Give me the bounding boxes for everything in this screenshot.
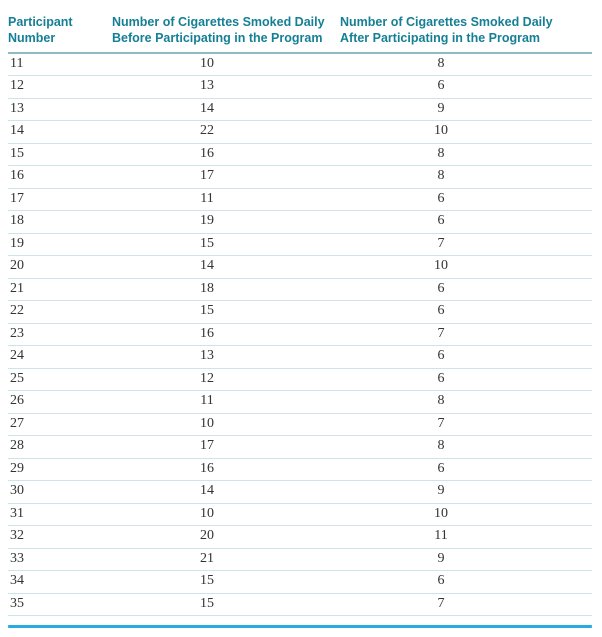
cigarettes-after-cell: 10 bbox=[340, 256, 592, 279]
table-row bbox=[8, 368, 592, 391]
cigarettes-before-cell: 16 bbox=[112, 458, 340, 481]
table-row bbox=[8, 526, 592, 549]
cigarettes-after-cell: 8 bbox=[340, 143, 592, 166]
cigarettes-after-cell: 9 bbox=[340, 548, 592, 571]
table-row bbox=[8, 301, 592, 324]
table-row bbox=[8, 571, 592, 594]
table-row bbox=[8, 121, 592, 144]
cigarettes-before-cell: 20 bbox=[112, 526, 340, 549]
cigarettes-before-cell: 13 bbox=[112, 76, 340, 99]
table-body bbox=[8, 53, 592, 616]
cigarettes-before-cell: 11 bbox=[112, 391, 340, 414]
participant-number-cell: 18 bbox=[8, 211, 112, 234]
participant-number-cell: 25 bbox=[8, 368, 112, 391]
cigarettes-before-cell: 10 bbox=[112, 503, 340, 526]
cigarettes-after-cell: 7 bbox=[340, 323, 592, 346]
cigarettes-before-cell: 19 bbox=[112, 211, 340, 234]
cigarettes-after-cell: 6 bbox=[340, 301, 592, 324]
participant-number-cell: 22 bbox=[8, 301, 112, 324]
table-row bbox=[8, 188, 592, 211]
participant-number-cell: 14 bbox=[8, 121, 112, 144]
header-line: After Participating in the Program bbox=[340, 31, 541, 45]
column-header-participant-number bbox=[8, 14, 112, 53]
cigarettes-after-cell: 6 bbox=[340, 278, 592, 301]
table-row bbox=[8, 256, 592, 279]
cigarettes-after-cell: 7 bbox=[340, 593, 592, 616]
table-row bbox=[8, 481, 592, 504]
participant-number-cell: 33 bbox=[8, 548, 112, 571]
cigarettes-before-cell: 15 bbox=[112, 233, 340, 256]
header-row bbox=[8, 14, 592, 53]
cigarettes-after-cell: 6 bbox=[340, 571, 592, 594]
table-row bbox=[8, 593, 592, 616]
cigarettes-table bbox=[8, 14, 592, 616]
table-row bbox=[8, 413, 592, 436]
cigarettes-before-cell: 11 bbox=[112, 188, 340, 211]
cigarettes-before-cell: 16 bbox=[112, 143, 340, 166]
cigarettes-after-cell: 8 bbox=[340, 436, 592, 459]
cigarettes-after-cell: 9 bbox=[340, 481, 592, 504]
cigarettes-after-cell: 10 bbox=[340, 503, 592, 526]
participant-number-cell: 27 bbox=[8, 413, 112, 436]
cigarettes-before-cell: 10 bbox=[112, 413, 340, 436]
participant-number-cell: 32 bbox=[8, 526, 112, 549]
cigarettes-before-cell: 17 bbox=[112, 436, 340, 459]
participant-number-cell: 12 bbox=[8, 76, 112, 99]
participant-number-cell: 31 bbox=[8, 503, 112, 526]
cigarettes-after-cell: 10 bbox=[340, 121, 592, 144]
table-row bbox=[8, 391, 592, 414]
table-row bbox=[8, 53, 592, 76]
cigarettes-after-cell: 6 bbox=[340, 458, 592, 481]
cigarettes-after-cell: 6 bbox=[340, 188, 592, 211]
participant-number-cell: 29 bbox=[8, 458, 112, 481]
cigarettes-after-cell: 8 bbox=[340, 53, 592, 76]
cigarettes-after-cell: 7 bbox=[340, 233, 592, 256]
table-row bbox=[8, 548, 592, 571]
header-line: Participant bbox=[8, 15, 73, 29]
participant-number-cell: 13 bbox=[8, 98, 112, 121]
participant-number-cell: 35 bbox=[8, 593, 112, 616]
participant-number-cell: 11 bbox=[8, 53, 112, 76]
participant-number-cell: 26 bbox=[8, 391, 112, 414]
column-header-cigarettes-before bbox=[112, 14, 340, 53]
participant-number-cell: 34 bbox=[8, 571, 112, 594]
cigarettes-before-cell: 16 bbox=[112, 323, 340, 346]
table-bottom-rule bbox=[8, 625, 592, 628]
cigarettes-before-cell: 15 bbox=[112, 571, 340, 594]
cigarettes-after-cell: 6 bbox=[340, 76, 592, 99]
cigarettes-before-cell: 18 bbox=[112, 278, 340, 301]
participant-number-cell: 15 bbox=[8, 143, 112, 166]
cigarettes-after-cell: 9 bbox=[340, 98, 592, 121]
table-row bbox=[8, 143, 592, 166]
cigarettes-after-cell: 6 bbox=[340, 368, 592, 391]
cigarettes-before-cell: 15 bbox=[112, 593, 340, 616]
participant-number-cell: 23 bbox=[8, 323, 112, 346]
participant-number-cell: 16 bbox=[8, 166, 112, 189]
cigarettes-before-cell: 17 bbox=[112, 166, 340, 189]
cigarettes-before-cell: 14 bbox=[112, 481, 340, 504]
table-header bbox=[8, 14, 592, 53]
cigarettes-after-cell: 6 bbox=[340, 346, 592, 369]
header-line: Number of Cigarettes Smoked Daily bbox=[112, 15, 325, 29]
participant-number-cell: 24 bbox=[8, 346, 112, 369]
cigarettes-before-cell: 13 bbox=[112, 346, 340, 369]
participant-number-cell: 21 bbox=[8, 278, 112, 301]
cigarettes-before-cell: 22 bbox=[112, 121, 340, 144]
cigarettes-before-cell: 14 bbox=[112, 98, 340, 121]
header-line: Before Participating in the Program bbox=[112, 31, 323, 45]
cigarettes-before-cell: 10 bbox=[112, 53, 340, 76]
column-header-cigarettes-after bbox=[340, 14, 592, 53]
cigarettes-before-cell: 14 bbox=[112, 256, 340, 279]
cigarettes-after-cell: 8 bbox=[340, 391, 592, 414]
table-row bbox=[8, 278, 592, 301]
table-row bbox=[8, 166, 592, 189]
participant-number-cell: 19 bbox=[8, 233, 112, 256]
participant-number-cell: 17 bbox=[8, 188, 112, 211]
table-row bbox=[8, 346, 592, 369]
table-row bbox=[8, 233, 592, 256]
table-row bbox=[8, 323, 592, 346]
participant-number-cell: 28 bbox=[8, 436, 112, 459]
cigarettes-before-cell: 21 bbox=[112, 548, 340, 571]
table-row bbox=[8, 458, 592, 481]
participant-number-cell: 30 bbox=[8, 481, 112, 504]
cigarettes-after-cell: 7 bbox=[340, 413, 592, 436]
participant-number-cell: 20 bbox=[8, 256, 112, 279]
table-row bbox=[8, 76, 592, 99]
table-row bbox=[8, 436, 592, 459]
table-row bbox=[8, 211, 592, 234]
cigarettes-before-cell: 12 bbox=[112, 368, 340, 391]
cigarettes-before-cell: 15 bbox=[112, 301, 340, 324]
header-line: Number of Cigarettes Smoked Daily bbox=[340, 15, 553, 29]
table-row bbox=[8, 98, 592, 121]
cigarettes-after-cell: 8 bbox=[340, 166, 592, 189]
table-row bbox=[8, 503, 592, 526]
cigarettes-after-cell: 6 bbox=[340, 211, 592, 234]
cigarettes-after-cell: 11 bbox=[340, 526, 592, 549]
header-line: Number bbox=[8, 31, 56, 45]
